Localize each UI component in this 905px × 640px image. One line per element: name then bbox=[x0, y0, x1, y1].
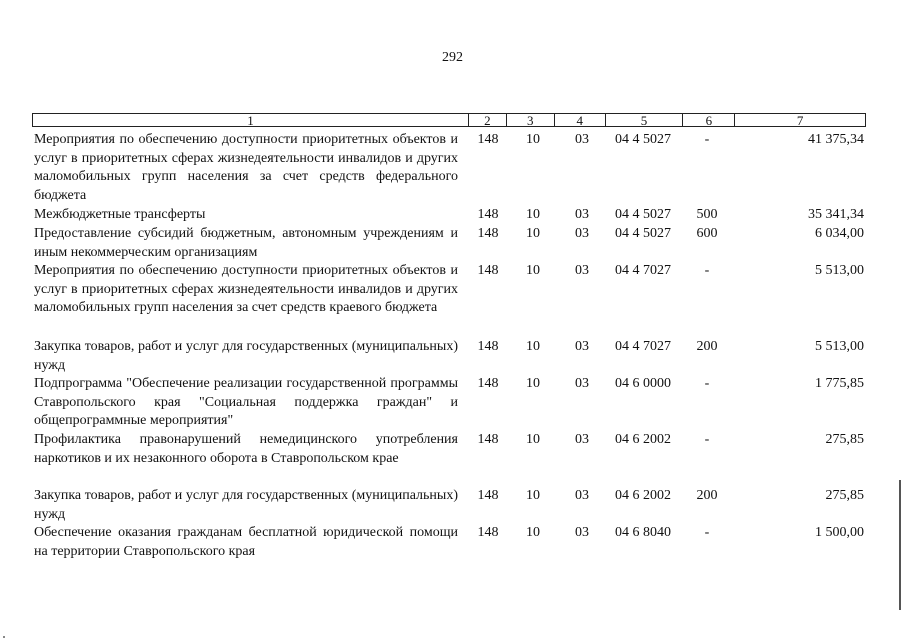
table-header bbox=[32, 113, 866, 127]
row-amount: 1 775,85 bbox=[815, 376, 864, 391]
row-description: Закупка товаров, работ и услуг для государственных (муниципальных) нужд bbox=[34, 339, 458, 373]
row-target-article: 04 4 5027 bbox=[615, 132, 671, 147]
row-description: Межбюджетные трансферты bbox=[34, 207, 206, 222]
row-expense-type: - bbox=[704, 376, 710, 391]
row-target-article: 04 6 2002 bbox=[615, 432, 671, 447]
header-col-2: 2 bbox=[469, 114, 507, 126]
row-description: Мероприятия по обеспечению доступности приоритетных объектов и услуг в приоритетных сферах жизнедеятельности инвалидов и других маломобильных групп населения за счет средств краевого бюджета bbox=[34, 263, 458, 315]
row-code-admin: 148 bbox=[477, 132, 499, 147]
row-section: 10 bbox=[526, 207, 540, 222]
row-target-article: 04 4 5027 bbox=[615, 207, 671, 222]
row-code-admin: 148 bbox=[477, 376, 499, 391]
row-description: Закупка товаров, работ и услуг для государственных (муниципальных) нужд bbox=[34, 488, 458, 522]
row-description: Предоставление субсидий бюджетным, автономным учреждениям и иным некоммерческим организациям bbox=[34, 226, 458, 260]
row-code-admin: 148 bbox=[477, 488, 499, 503]
row-amount: 5 513,00 bbox=[815, 339, 864, 354]
scan-dot bbox=[3, 636, 5, 638]
row-subsection: 03 bbox=[575, 376, 589, 391]
row-description: Мероприятия по обеспечению доступности приоритетных объектов и услуг в приоритетных сферах жизнедеятельности инвалидов и других маломобильных групп населения за счет средств федерального бюджета bbox=[34, 132, 458, 203]
row-expense-type: - bbox=[704, 132, 710, 147]
row-amount: 1 500,00 bbox=[815, 525, 864, 540]
row-description: Подпрограмма "Обеспечение реализации государственной программы Ставропольского края "Социальная поддержка граждан" и общепрограммные мероприятия" bbox=[34, 376, 458, 428]
row-amount: 6 034,00 bbox=[815, 226, 864, 241]
row-expense-type: - bbox=[704, 525, 710, 540]
row-code-admin: 148 bbox=[477, 207, 499, 222]
row-expense-type: - bbox=[704, 432, 710, 447]
row-target-article: 04 4 5027 bbox=[615, 226, 671, 241]
row-subsection: 03 bbox=[575, 432, 589, 447]
row-target-article: 04 6 2002 bbox=[615, 488, 671, 503]
row-subsection: 03 bbox=[575, 525, 589, 540]
row-amount: 5 513,00 bbox=[815, 263, 864, 278]
row-subsection: 03 bbox=[575, 263, 589, 278]
row-subsection: 03 bbox=[575, 132, 589, 147]
row-description: Обеспечение оказания гражданам бесплатной юридической помощи на территории Ставропольского края bbox=[34, 525, 458, 559]
row-section: 10 bbox=[526, 226, 540, 241]
row-target-article: 04 6 0000 bbox=[615, 376, 671, 391]
header-col-7: 7 bbox=[796, 113, 804, 128]
row-subsection: 03 bbox=[575, 207, 589, 222]
row-target-article: 04 4 7027 bbox=[615, 263, 671, 278]
header-col-4: 4 bbox=[555, 114, 606, 126]
header-col-3: 3 bbox=[507, 114, 555, 126]
row-amount: 35 341,34 bbox=[808, 207, 864, 222]
header-col-1: 1 bbox=[33, 114, 469, 126]
header-col-6: 6 bbox=[683, 114, 735, 126]
row-amount: 275,85 bbox=[825, 488, 864, 503]
scan-edge-mark bbox=[899, 480, 901, 610]
row-expense-type: 600 bbox=[696, 226, 718, 241]
row-subsection: 03 bbox=[575, 488, 589, 503]
row-section: 10 bbox=[526, 339, 540, 354]
row-code-admin: 148 bbox=[477, 525, 499, 540]
row-expense-type: 500 bbox=[696, 207, 718, 222]
row-code-admin: 148 bbox=[477, 226, 499, 241]
row-section: 10 bbox=[526, 263, 540, 278]
row-amount: 275,85 bbox=[825, 432, 864, 447]
row-target-article: 04 4 7027 bbox=[615, 339, 671, 354]
row-code-admin: 148 bbox=[477, 432, 499, 447]
row-expense-type: - bbox=[704, 263, 710, 278]
row-section: 10 bbox=[526, 432, 540, 447]
row-target-article: 04 6 8040 bbox=[615, 525, 671, 540]
row-section: 10 bbox=[526, 132, 540, 147]
row-expense-type: 200 bbox=[696, 488, 718, 503]
row-section: 10 bbox=[526, 525, 540, 540]
page-number: 292 bbox=[442, 50, 463, 65]
row-section: 10 bbox=[526, 376, 540, 391]
row-amount: 41 375,34 bbox=[808, 132, 864, 147]
row-expense-type: 200 bbox=[696, 339, 718, 354]
row-section: 10 bbox=[526, 488, 540, 503]
row-subsection: 03 bbox=[575, 339, 589, 354]
row-code-admin: 148 bbox=[477, 339, 499, 354]
row-subsection: 03 bbox=[575, 226, 589, 241]
row-description: Профилактика правонарушений немедицинского употребления наркотиков и их незаконного оборота в Ставропольском крае bbox=[34, 432, 458, 466]
row-code-admin: 148 bbox=[477, 263, 499, 278]
header-col-5: 5 bbox=[606, 114, 684, 126]
